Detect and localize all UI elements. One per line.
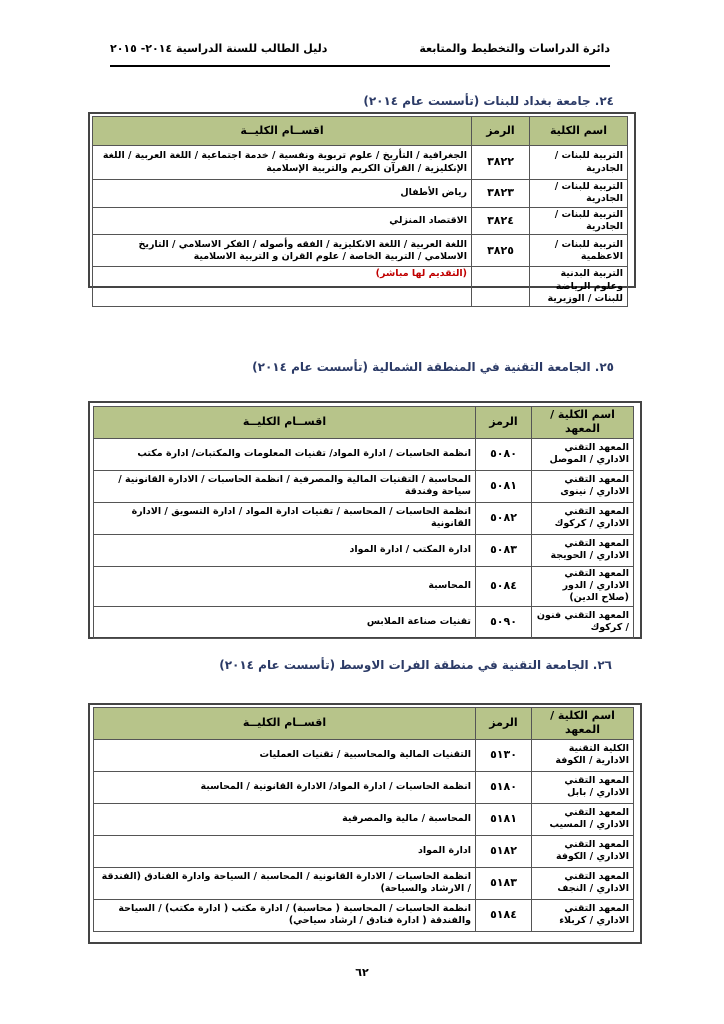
institute-code: ٥٠٨١ [476, 470, 532, 502]
institute-code: ٥١٨١ [476, 803, 532, 835]
col-header-depts: اقســام الكليــة [94, 407, 476, 439]
table-row [94, 899, 634, 931]
table-row [94, 606, 634, 638]
institute-code: ٥١٨٣ [476, 867, 532, 899]
table-row [93, 267, 628, 307]
table-row [94, 803, 634, 835]
institute-name: المعهد التقني الاداري / نينوى [532, 470, 634, 502]
institute-name: المعهد التقني الاداري / الحويجة [532, 534, 634, 566]
college-code: ٣٨٢٣ [472, 180, 530, 208]
college-code: ٣٨٢٤ [472, 207, 530, 235]
table-24 [92, 116, 628, 307]
table-row [94, 534, 634, 566]
table-row [94, 438, 634, 470]
institute-code: ٥٠٨٠ [476, 438, 532, 470]
col-header-depts: اقســام الكليــة [94, 708, 476, 740]
table-row [93, 180, 628, 208]
header-department: دائرة الدراسات والتخطيط والمتابعة [419, 42, 610, 55]
institute-departments: التقنيات المالية والمحاسبية / تقنيات العمليات [94, 739, 476, 771]
college-name: التربية للبنات / الجادرية [530, 146, 628, 180]
institute-name: المعهد التقني الاداري / كركوك [532, 502, 634, 534]
institute-code: ٥٠٨٤ [476, 566, 532, 606]
college-name: التربية البدنية وعلوم الرياضة للبنات / الوزيرية [530, 267, 628, 307]
col-header-name: اسم الكلية / المعهد [532, 407, 634, 439]
col-header-code: الرمز [472, 117, 530, 146]
college-departments: الجغرافية / التأريخ / علوم تربوية ونفسية / خدمة اجتماعية / اللغة العربية / اللغة الإنكليزية / القرآن الكريم والتربية الإسلامية [93, 146, 472, 180]
institute-code: ٥١٨٢ [476, 835, 532, 867]
institute-departments: ادارة المكتب / ادارة المواد [94, 534, 476, 566]
institute-code: ٥٠٩٠ [476, 606, 532, 638]
institute-name: المعهد التقني الاداري / كربلاء [532, 899, 634, 931]
institute-departments: المحاسبة [94, 566, 476, 606]
institute-departments: ادارة المواد [94, 835, 476, 867]
institute-departments: المحاسبة / مالية والمصرفية [94, 803, 476, 835]
institute-name: المعهد التقني الاداري / الكوفة [532, 835, 634, 867]
institute-code: ٥٠٨٢ [476, 502, 532, 534]
institute-code: ٥٠٨٣ [476, 534, 532, 566]
col-header-name: اسم الكلية [530, 117, 628, 146]
institute-departments: المحاسبة / التقنيات المالية والمصرفية / انظمة الحاسبات / الادارة القانونية / سياحة وفندقة [94, 470, 476, 502]
table-header-row [93, 117, 628, 146]
table-row [93, 146, 628, 180]
table-26 [93, 707, 634, 932]
institute-departments: تقنيات صناعة الملابس [94, 606, 476, 638]
institute-departments: انظمة الحاسبات / المحاسبة ( محاسبة) / ادارة مكتب ( ادارة مكتب) / السياحة والفندقة ( ادارة فنادق / ارشاد سياحي) [94, 899, 476, 931]
direct-application-note: (التقديم لها مباشر) [93, 267, 472, 307]
college-name: التربية للبنات / الاعظمية [530, 235, 628, 267]
institute-name: الكلية التقنية الادارية / الكوفة [532, 739, 634, 771]
institute-departments: انظمة الحاسبات / ادارة المواد/ الادارة القانونية / المحاسبة [94, 771, 476, 803]
institute-departments: انظمة الحاسبات / ادارة المواد/ تقنيات المعلومات والمكتبات/ ادارة مكتب [94, 438, 476, 470]
page-number: ٦٢ [355, 966, 369, 979]
table-25 [93, 406, 634, 639]
college-name: التربية للبنات / الجادرية [530, 207, 628, 235]
col-header-depts: اقســام الكليــة [93, 117, 472, 146]
college-departments: الاقتصاد المنزلي [93, 207, 472, 235]
institute-name: المعهد التقني فنون / كركوك [532, 606, 634, 638]
table-header-row [94, 407, 634, 439]
institute-name: المعهد التقني الاداري / النجف [532, 867, 634, 899]
institute-departments: انظمة الحاسبات / المحاسبة / تقنيات ادارة المواد / ادارة التسويق / الادارة القانونية [94, 502, 476, 534]
college-code: ٣٨٢٥ [472, 235, 530, 267]
table-row [93, 207, 628, 235]
section-title-24: ٢٤. جامعة بغداد للبنات (تأسست عام ٢٠١٤) [363, 94, 614, 108]
institute-code: ٥١٣٠ [476, 739, 532, 771]
table-row [94, 566, 634, 606]
institute-code: ٥١٨٤ [476, 899, 532, 931]
table-row [94, 739, 634, 771]
table-header-row [94, 708, 634, 740]
table-row [93, 235, 628, 267]
col-header-code: الرمز [476, 407, 532, 439]
college-name: التربية للبنات / الجادرية [530, 180, 628, 208]
institute-name: المعهد التقني الاداري / بابل [532, 771, 634, 803]
table-row [94, 470, 634, 502]
section-title-25: ٢٥. الجامعة التقنية في المنطقة الشمالية (تأسست عام ٢٠١٤) [252, 360, 614, 374]
table-row [94, 771, 634, 803]
table-row [94, 867, 634, 899]
table-row [94, 835, 634, 867]
college-departments: رياض الأطفال [93, 180, 472, 208]
institute-code: ٥١٨٠ [476, 771, 532, 803]
col-header-name: اسم الكلية / المعهد [532, 708, 634, 740]
institute-name: المعهد التقني الاداري / الموصل [532, 438, 634, 470]
institute-departments: انظمة الحاسبات / الادارة القانونية / المحاسبة / السياحة وادارة الفنادق (الفندقة / الارشاد والسياحة) [94, 867, 476, 899]
header-divider [110, 65, 610, 67]
header-guide-title: دليل الطالب للسنة الدراسية ٢٠١٤- ٢٠١٥ [110, 42, 328, 55]
institute-name: المعهد التقني الاداري / المسيب [532, 803, 634, 835]
college-code: ٣٨٢٢ [472, 146, 530, 180]
table-row [94, 502, 634, 534]
institute-name: المعهد التقني الاداري / الدور (صلاح الدين) [532, 566, 634, 606]
col-header-code: الرمز [476, 708, 532, 740]
college-departments: اللغة العربية / اللغة الانكليزية / الفقه وأصوله / الفكر الاسلامي / التاريخ الاسلامي / التربية الخاصة / علوم القران و التربية الاسلامية [93, 235, 472, 267]
section-title-26: ٢٦. الجامعة التقنية في منطقة الفرات الاوسط (تأسست عام ٢٠١٤) [219, 658, 612, 672]
college-code [472, 267, 530, 307]
